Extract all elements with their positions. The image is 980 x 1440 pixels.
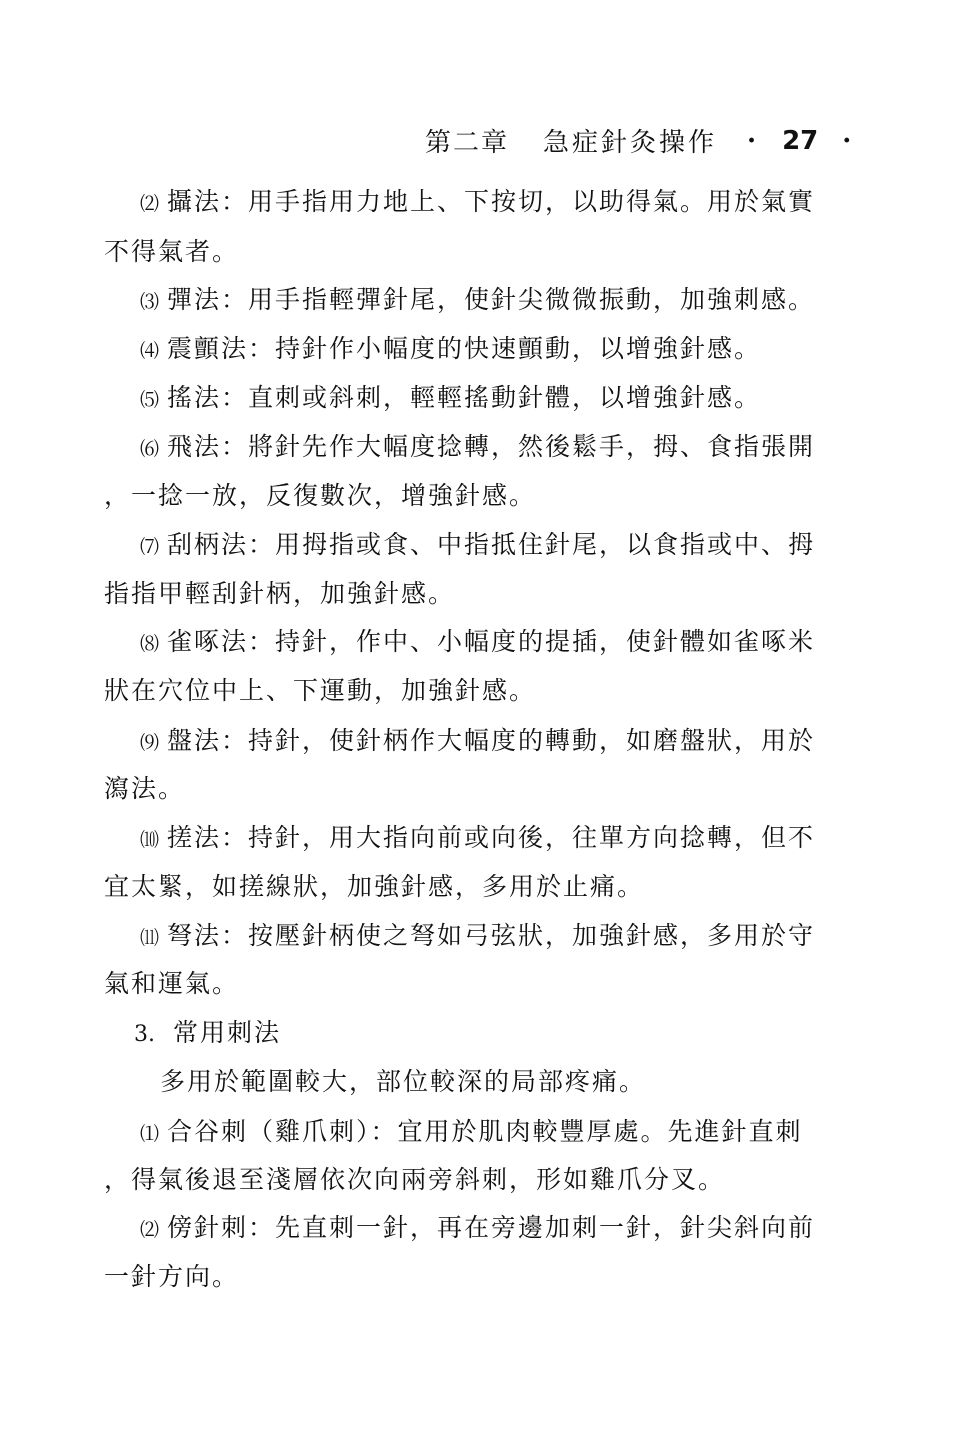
- chapter-label: 第二章: [425, 128, 510, 158]
- line-text: 雀啄法：持針，作中、小幅度的提插，使針體如雀啄米: [167, 627, 816, 656]
- line-text: 一針方向。: [104, 1262, 240, 1291]
- item-number: ⑷: [140, 340, 160, 362]
- line-text: 指指甲輕刮針柄，加強針感。: [104, 579, 456, 608]
- line-text: 刮柄法：用拇指或食、中指抵住針尾，以食指或中、拇: [167, 530, 816, 559]
- text-line: [104, 1164, 725, 1196]
- line-text: 多用於範圍較大，部位較深的局部疼痛。: [160, 1067, 647, 1096]
- line-text: 搓法：持針，用大指向前或向後，往單方向捻轉，但不: [167, 823, 816, 852]
- text-line: [140, 382, 761, 416]
- text-line: [140, 431, 815, 465]
- item-number: ⑸: [140, 389, 160, 411]
- text-line: [140, 333, 761, 367]
- running-header: [425, 122, 850, 159]
- text-line: [140, 822, 815, 856]
- line-text: 攝法：用手指用力地上、下按切，以助得氣。用於氣實: [167, 187, 816, 216]
- item-number: ⑺: [140, 536, 160, 558]
- section-number: 3.: [134, 1022, 155, 1047]
- text-line: [104, 968, 239, 1000]
- line-text: 瀉法。: [104, 774, 186, 803]
- text-line: [104, 578, 455, 610]
- section-title: 常用刺法: [173, 1018, 282, 1047]
- text-line: [140, 725, 815, 759]
- text-line: [140, 626, 815, 660]
- header-dot-right: ·: [842, 125, 852, 156]
- text-line: [104, 871, 644, 903]
- text-line: [160, 1066, 646, 1098]
- line-text: 氣和運氣。: [104, 969, 240, 998]
- text-line: [104, 236, 239, 268]
- item-number: ⑼: [140, 732, 160, 754]
- text-line: [140, 1212, 815, 1246]
- text-line: [140, 284, 815, 318]
- line-text: 盤法：持針，使針柄作大幅度的轉動，如磨盤狀，用於: [167, 726, 816, 755]
- text-line: [140, 1116, 803, 1150]
- item-number: ⑵: [140, 1219, 160, 1241]
- page-number: 27: [782, 125, 819, 156]
- text-line: [140, 529, 815, 563]
- text-line: [140, 186, 815, 220]
- line-text: 弩法：按壓針柄使之弩如弓弦狀，加強針感，多用於守: [167, 921, 816, 950]
- line-text: 合谷刺（雞爪刺）：宜用於肌肉較豐厚處。先進針直刺: [167, 1117, 803, 1146]
- line-text: ，一捻一放，反復數次，增強針感。: [104, 481, 537, 510]
- header-dot-left: ·: [747, 125, 757, 156]
- line-text: 傍針刺：先直刺一針，再在旁邊加刺一針，針尖斜向前: [167, 1213, 816, 1242]
- section-heading: [134, 1017, 281, 1051]
- line-text: 震顫法：持針作小幅度的快速顫動，以增強針感。: [167, 334, 762, 363]
- chapter-title: 急症針灸操作: [543, 128, 718, 158]
- line-text: ，得氣後退至淺層依次向兩旁斜刺，形如雞爪分叉。: [104, 1165, 726, 1194]
- item-number: ⑾: [140, 927, 160, 949]
- line-text: 飛法：將針先作大幅度捻轉，然後鬆手，拇、食指張開: [167, 432, 816, 461]
- line-text: 宜太緊，如搓線狀，加強針感，多用於止痛。: [104, 872, 645, 901]
- item-number: ⑵: [140, 193, 160, 215]
- item-number: ⑴: [140, 1123, 160, 1145]
- item-number: ⑻: [140, 633, 160, 655]
- item-number: ⑹: [140, 438, 160, 460]
- item-number: ⑶: [140, 291, 160, 313]
- text-line: [104, 480, 536, 512]
- line-text: 狀在穴位中上、下運動，加強針感。: [104, 676, 537, 705]
- text-line: [104, 675, 536, 707]
- line-text: 彈法：用手指輕彈針尾，使針尖微微振動，加強刺感。: [167, 285, 816, 314]
- text-line: [104, 773, 185, 805]
- text-line: [140, 920, 815, 954]
- item-number: ⑽: [140, 829, 160, 851]
- line-text: 不得氣者。: [104, 237, 240, 266]
- text-line: [104, 1261, 239, 1293]
- line-text: 搖法：直刺或斜刺，輕輕搖動針體，以增強針感。: [167, 383, 762, 412]
